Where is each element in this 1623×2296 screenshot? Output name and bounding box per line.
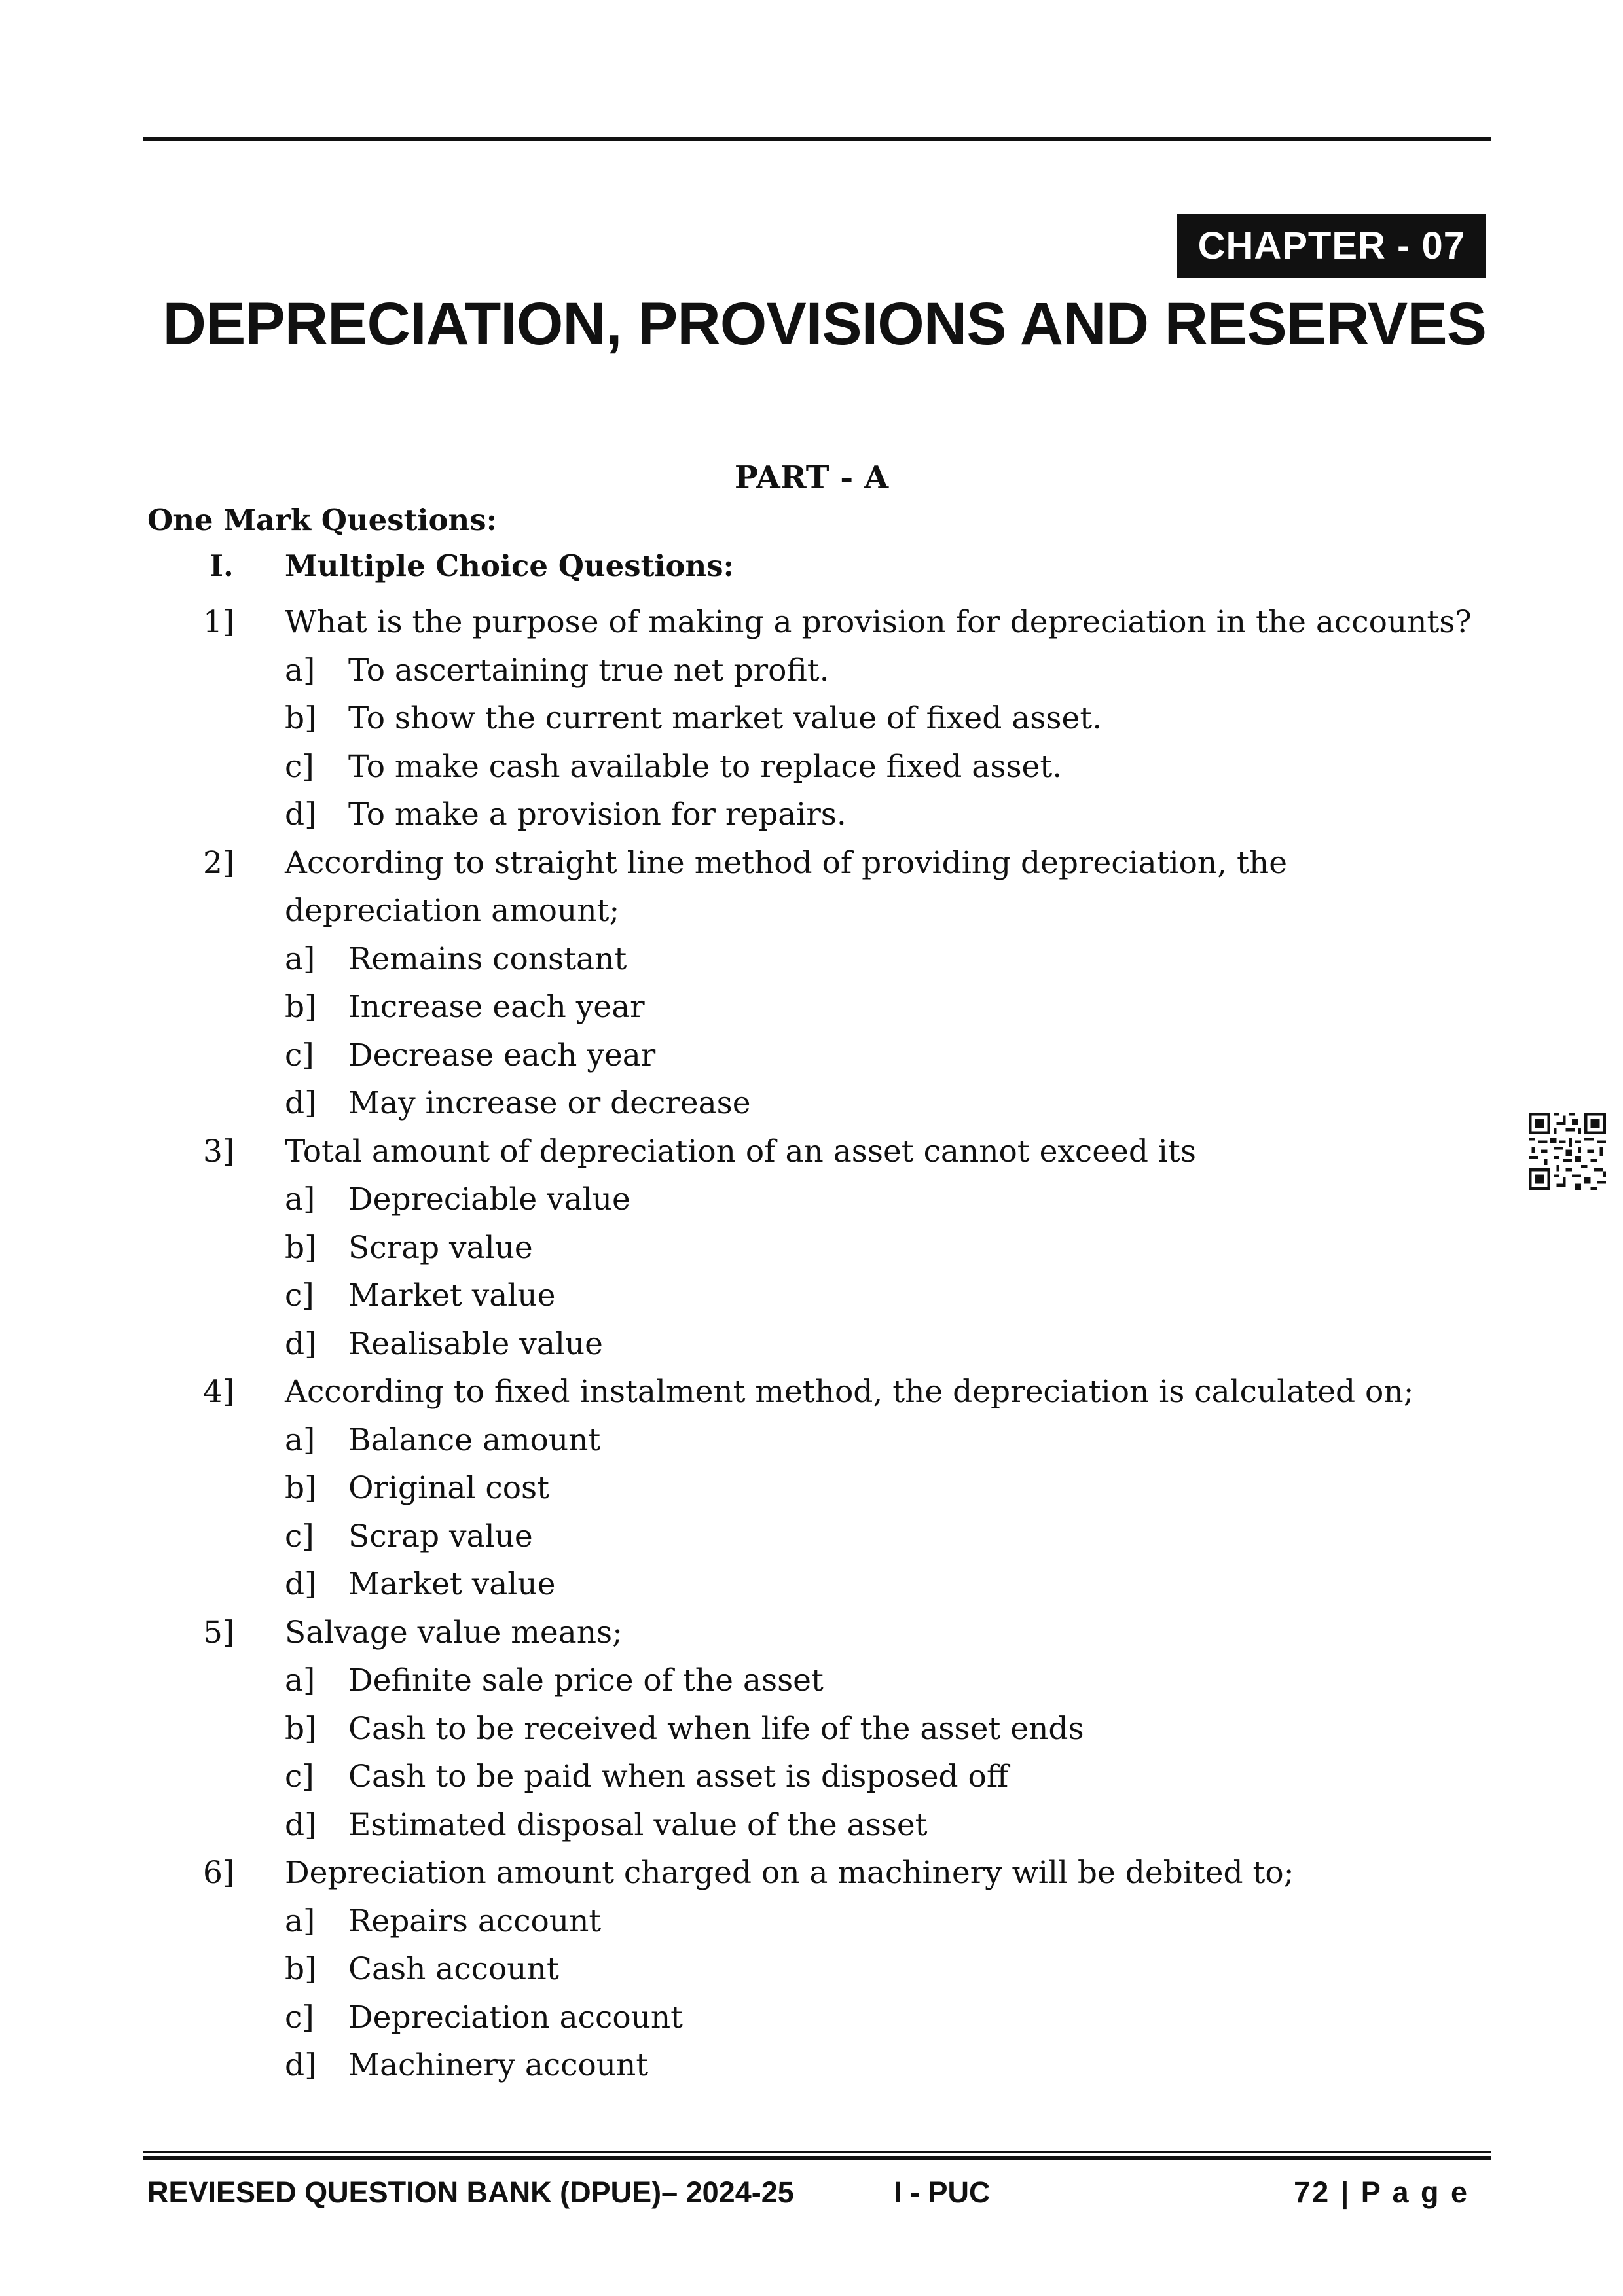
option xyxy=(203,1175,1493,1224)
option xyxy=(203,1753,1493,1801)
option-text: To show the current market value of fixed asset. xyxy=(348,700,1103,736)
option-letter: c] xyxy=(285,1278,314,1314)
question-text: According to fixed instalment method, the depreciation is calculated on; xyxy=(285,1374,1414,1410)
option-letter: c] xyxy=(285,748,314,785)
option-letter: a] xyxy=(285,652,316,689)
option xyxy=(203,1657,1493,1705)
option xyxy=(203,983,1493,1031)
option-text: Market value xyxy=(348,1566,556,1602)
option-letter: a] xyxy=(285,1422,316,1458)
option xyxy=(203,694,1493,743)
option-letter: b] xyxy=(285,1229,317,1266)
option-letter: a] xyxy=(285,941,316,977)
option-letter: a] xyxy=(285,1181,316,1217)
question-1 xyxy=(203,598,1493,647)
option-text: Scrap value xyxy=(348,1229,533,1266)
option-letter: d] xyxy=(285,1085,317,1121)
option-letter: b] xyxy=(285,1470,317,1506)
option xyxy=(203,1464,1493,1513)
option-text: Machinery account xyxy=(348,2047,649,2083)
option xyxy=(203,935,1493,984)
option-letter: d] xyxy=(285,1566,317,1602)
part-heading: PART - A xyxy=(734,459,889,496)
option xyxy=(203,2041,1493,2090)
question-text: What is the purpose of making a provision for depreciation in the accounts? xyxy=(285,604,1472,640)
footer-rule xyxy=(143,2151,1491,2153)
question-list xyxy=(203,598,1493,2090)
option-letter: c] xyxy=(285,1759,314,1795)
option-letter: b] xyxy=(285,1710,317,1747)
option-text: Decrease each year xyxy=(348,1037,656,1073)
question-text: Depreciation amount charged on a machinery will be debited to; xyxy=(285,1855,1294,1891)
option xyxy=(203,1079,1493,1128)
option-letter: c] xyxy=(285,1518,314,1554)
question-number: 4] xyxy=(203,1374,235,1410)
subsection-number: I. xyxy=(210,548,234,583)
question-2 xyxy=(203,839,1493,935)
option-text: Original cost xyxy=(348,1470,550,1506)
question-number: 3] xyxy=(203,1133,235,1170)
question-number: 1] xyxy=(203,604,235,640)
option-letter: d] xyxy=(285,1325,317,1362)
option-text: Cash account xyxy=(348,1951,559,1987)
option xyxy=(203,1416,1493,1465)
qr-code-icon xyxy=(1529,1113,1606,1190)
option-text: Scrap value xyxy=(348,1518,533,1554)
question-3 xyxy=(203,1128,1493,1176)
option-text: Estimated disposal value of the asset xyxy=(348,1806,928,1843)
option xyxy=(203,791,1493,839)
option-text: To ascertaining true net profit. xyxy=(348,652,830,689)
option-letter: b] xyxy=(285,989,317,1025)
subsection-title: Multiple Choice Questions: xyxy=(285,548,735,583)
question-4 xyxy=(203,1368,1493,1416)
option-letter: b] xyxy=(285,1951,317,1987)
option-text: Remains constant xyxy=(348,941,627,977)
option-text: Depreciation account xyxy=(348,1999,684,2036)
option-letter: b] xyxy=(285,700,317,736)
footer-class: I - PUC xyxy=(894,2176,991,2209)
footer-page-number: 72 | P a g e xyxy=(1294,2176,1469,2209)
option-letter: c] xyxy=(285,1999,314,2036)
header-rule xyxy=(143,137,1491,141)
question-6 xyxy=(203,1849,1493,1897)
option-text: May increase or decrease xyxy=(348,1085,751,1121)
option xyxy=(203,1224,1493,1272)
option xyxy=(203,1513,1493,1561)
option xyxy=(203,1945,1493,1994)
option-text: Cash to be paid when asset is disposed off xyxy=(348,1759,1009,1795)
option-text: Depreciable value xyxy=(348,1181,630,1217)
option-text: Cash to be received when life of the asset ends xyxy=(348,1710,1084,1747)
option xyxy=(203,1320,1493,1369)
section-heading: One Mark Questions: xyxy=(147,503,498,537)
option xyxy=(203,647,1493,695)
option-text: Realisable value xyxy=(348,1325,603,1362)
option xyxy=(203,1272,1493,1320)
question-number: 5] xyxy=(203,1614,235,1651)
footer-publication: REVIESED QUESTION BANK (DPUE)– 2024-25 xyxy=(147,2176,794,2209)
option-letter: d] xyxy=(285,2047,317,2083)
option-text: Market value xyxy=(348,1278,556,1314)
option xyxy=(203,1031,1493,1080)
option-text: To make a provision for repairs. xyxy=(348,797,847,833)
option xyxy=(203,743,1493,791)
question-text: According to straight line method of providing depreciation, the depreciation amount; xyxy=(285,844,1288,929)
option xyxy=(203,1897,1493,1946)
option-letter: a] xyxy=(285,1903,316,1939)
option-text: Balance amount xyxy=(348,1422,601,1458)
chapter-badge: CHAPTER - 07 xyxy=(1177,214,1486,278)
option xyxy=(203,1801,1493,1850)
question-5 xyxy=(203,1609,1493,1657)
option xyxy=(203,1705,1493,1753)
footer-rule xyxy=(143,2156,1491,2160)
option-letter: a] xyxy=(285,1662,316,1698)
question-number: 6] xyxy=(203,1855,235,1891)
option-letter: d] xyxy=(285,1806,317,1843)
option-text: Increase each year xyxy=(348,989,645,1025)
chapter-title: DEPRECIATION, PROVISIONS AND RESERVES xyxy=(162,291,1486,357)
question-text: Salvage value means; xyxy=(285,1614,623,1651)
option-letter: d] xyxy=(285,797,317,833)
option-text: Definite sale price of the asset xyxy=(348,1662,824,1698)
option xyxy=(203,1560,1493,1609)
question-number: 2] xyxy=(203,844,235,881)
subsection-heading xyxy=(210,547,734,586)
option xyxy=(203,1994,1493,2042)
option-text: To make cash available to replace fixed asset. xyxy=(348,748,1063,785)
option-text: Repairs account xyxy=(348,1903,602,1939)
question-text: Total amount of depreciation of an asset cannot exceed its xyxy=(285,1133,1196,1170)
option-letter: c] xyxy=(285,1037,314,1073)
